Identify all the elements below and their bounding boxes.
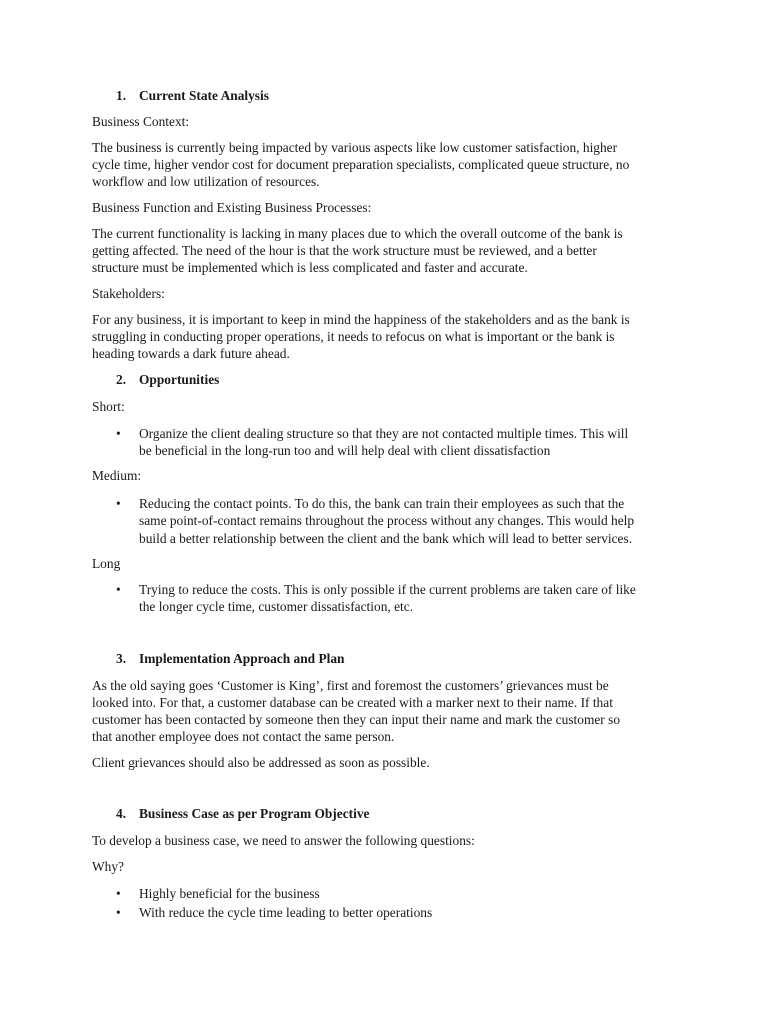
paragraph-line: cycle time, higher vendor cost for document preparation specialists, complicated queue structure, no xyxy=(92,157,630,172)
section-title: Business Case as per Program Objective xyxy=(139,806,370,821)
business-case-intro: To develop a business case, we need to answer the following questions: xyxy=(92,833,475,848)
section-1-heading xyxy=(116,88,269,104)
grievances-paragraph: Client grievances should also be addressed as soon as possible. xyxy=(92,755,430,770)
paragraph-line: getting affected. The need of the hour is that the work structure must be reviewed, and a better xyxy=(92,243,597,258)
bullet-icon: • xyxy=(116,886,121,901)
business-context-label: Business Context: xyxy=(92,114,190,129)
paragraph-line: heading towards a dark future ahead. xyxy=(92,346,290,361)
bullet-line: Highly beneficial for the business xyxy=(139,886,320,901)
business-function-label: Business Function and Existing Business Processes: xyxy=(92,200,372,215)
section-title: Current State Analysis xyxy=(139,88,269,103)
paragraph-line: struggling in conducting proper operations, it needs to refocus on what is important or the bank is xyxy=(92,329,615,344)
bullet-line: build a better relationship between the client and the bank which will lead to better services. xyxy=(139,530,633,546)
medium-label: Medium: xyxy=(92,468,142,483)
bullet-line: With reduce the cycle time leading to better operations xyxy=(139,905,433,920)
bullet-icon: • xyxy=(116,496,121,511)
paragraph-line: that another employee does not contact the same person. xyxy=(92,729,395,744)
paragraph-line: The business is currently being impacted by various aspects like low customer satisfaction, higher xyxy=(92,140,618,155)
paragraph-line: The current functionality is lacking in many places due to which the overall outcome of the bank is xyxy=(92,226,623,241)
section-title: Implementation Approach and Plan xyxy=(139,651,345,666)
bullet-line: Organize the client dealing structure so that they are not contacted multiple times. This will xyxy=(139,426,629,441)
paragraph-line: looked into. For that, a customer database can be created with a marker next to their name. If that xyxy=(92,695,613,710)
paragraph-line: For any business, it is important to keep in mind the happiness of the stakeholders and as the bank is xyxy=(92,312,630,327)
paragraph-line: As the old saying goes ‘Customer is King’, first and foremost the customers’ grievances must be xyxy=(92,678,609,693)
long-label: Long xyxy=(92,556,121,571)
bullet-icon: • xyxy=(116,582,121,597)
why-label: Why? xyxy=(92,859,124,874)
section-title: Opportunities xyxy=(139,372,220,387)
bullet-line: Trying to reduce the costs. This is only possible if the current problems are taken care of like xyxy=(139,582,636,597)
section-4-heading xyxy=(116,806,369,822)
section-number: 2. xyxy=(116,372,127,387)
bullet-line: same point-of-contact remains throughout the process without any changes. This would help xyxy=(139,513,635,529)
business-context-paragraph xyxy=(92,139,682,190)
stakeholders-paragraph xyxy=(92,311,682,362)
paragraph-line: structure must be implemented which is less complicated and faster and accurate. xyxy=(92,260,528,275)
implementation-paragraph xyxy=(92,677,682,745)
section-number: 3. xyxy=(116,651,127,666)
stakeholders-label: Stakeholders: xyxy=(92,286,165,301)
bullet-line: the longer cycle time, customer dissatisfaction, etc. xyxy=(139,599,414,615)
bullet-icon: • xyxy=(116,426,121,441)
bullet-line: Reducing the contact points. To do this, the bank can train their employees as such that the xyxy=(139,496,625,511)
business-function-paragraph xyxy=(92,225,682,276)
section-2-heading xyxy=(116,372,219,388)
section-number: 1. xyxy=(116,88,127,103)
bullet-line: be beneficial in the long-run too and will help deal with client dissatisfaction xyxy=(139,443,551,459)
bullet-icon: • xyxy=(116,905,121,920)
short-label: Short: xyxy=(92,399,125,414)
section-3-heading xyxy=(116,651,344,667)
paragraph-line: customer has been contacted by someone then they can input their name and mark the customer so xyxy=(92,712,621,727)
section-number: 4. xyxy=(116,806,127,821)
paragraph-line: workflow and low utilization of resources. xyxy=(92,174,320,189)
